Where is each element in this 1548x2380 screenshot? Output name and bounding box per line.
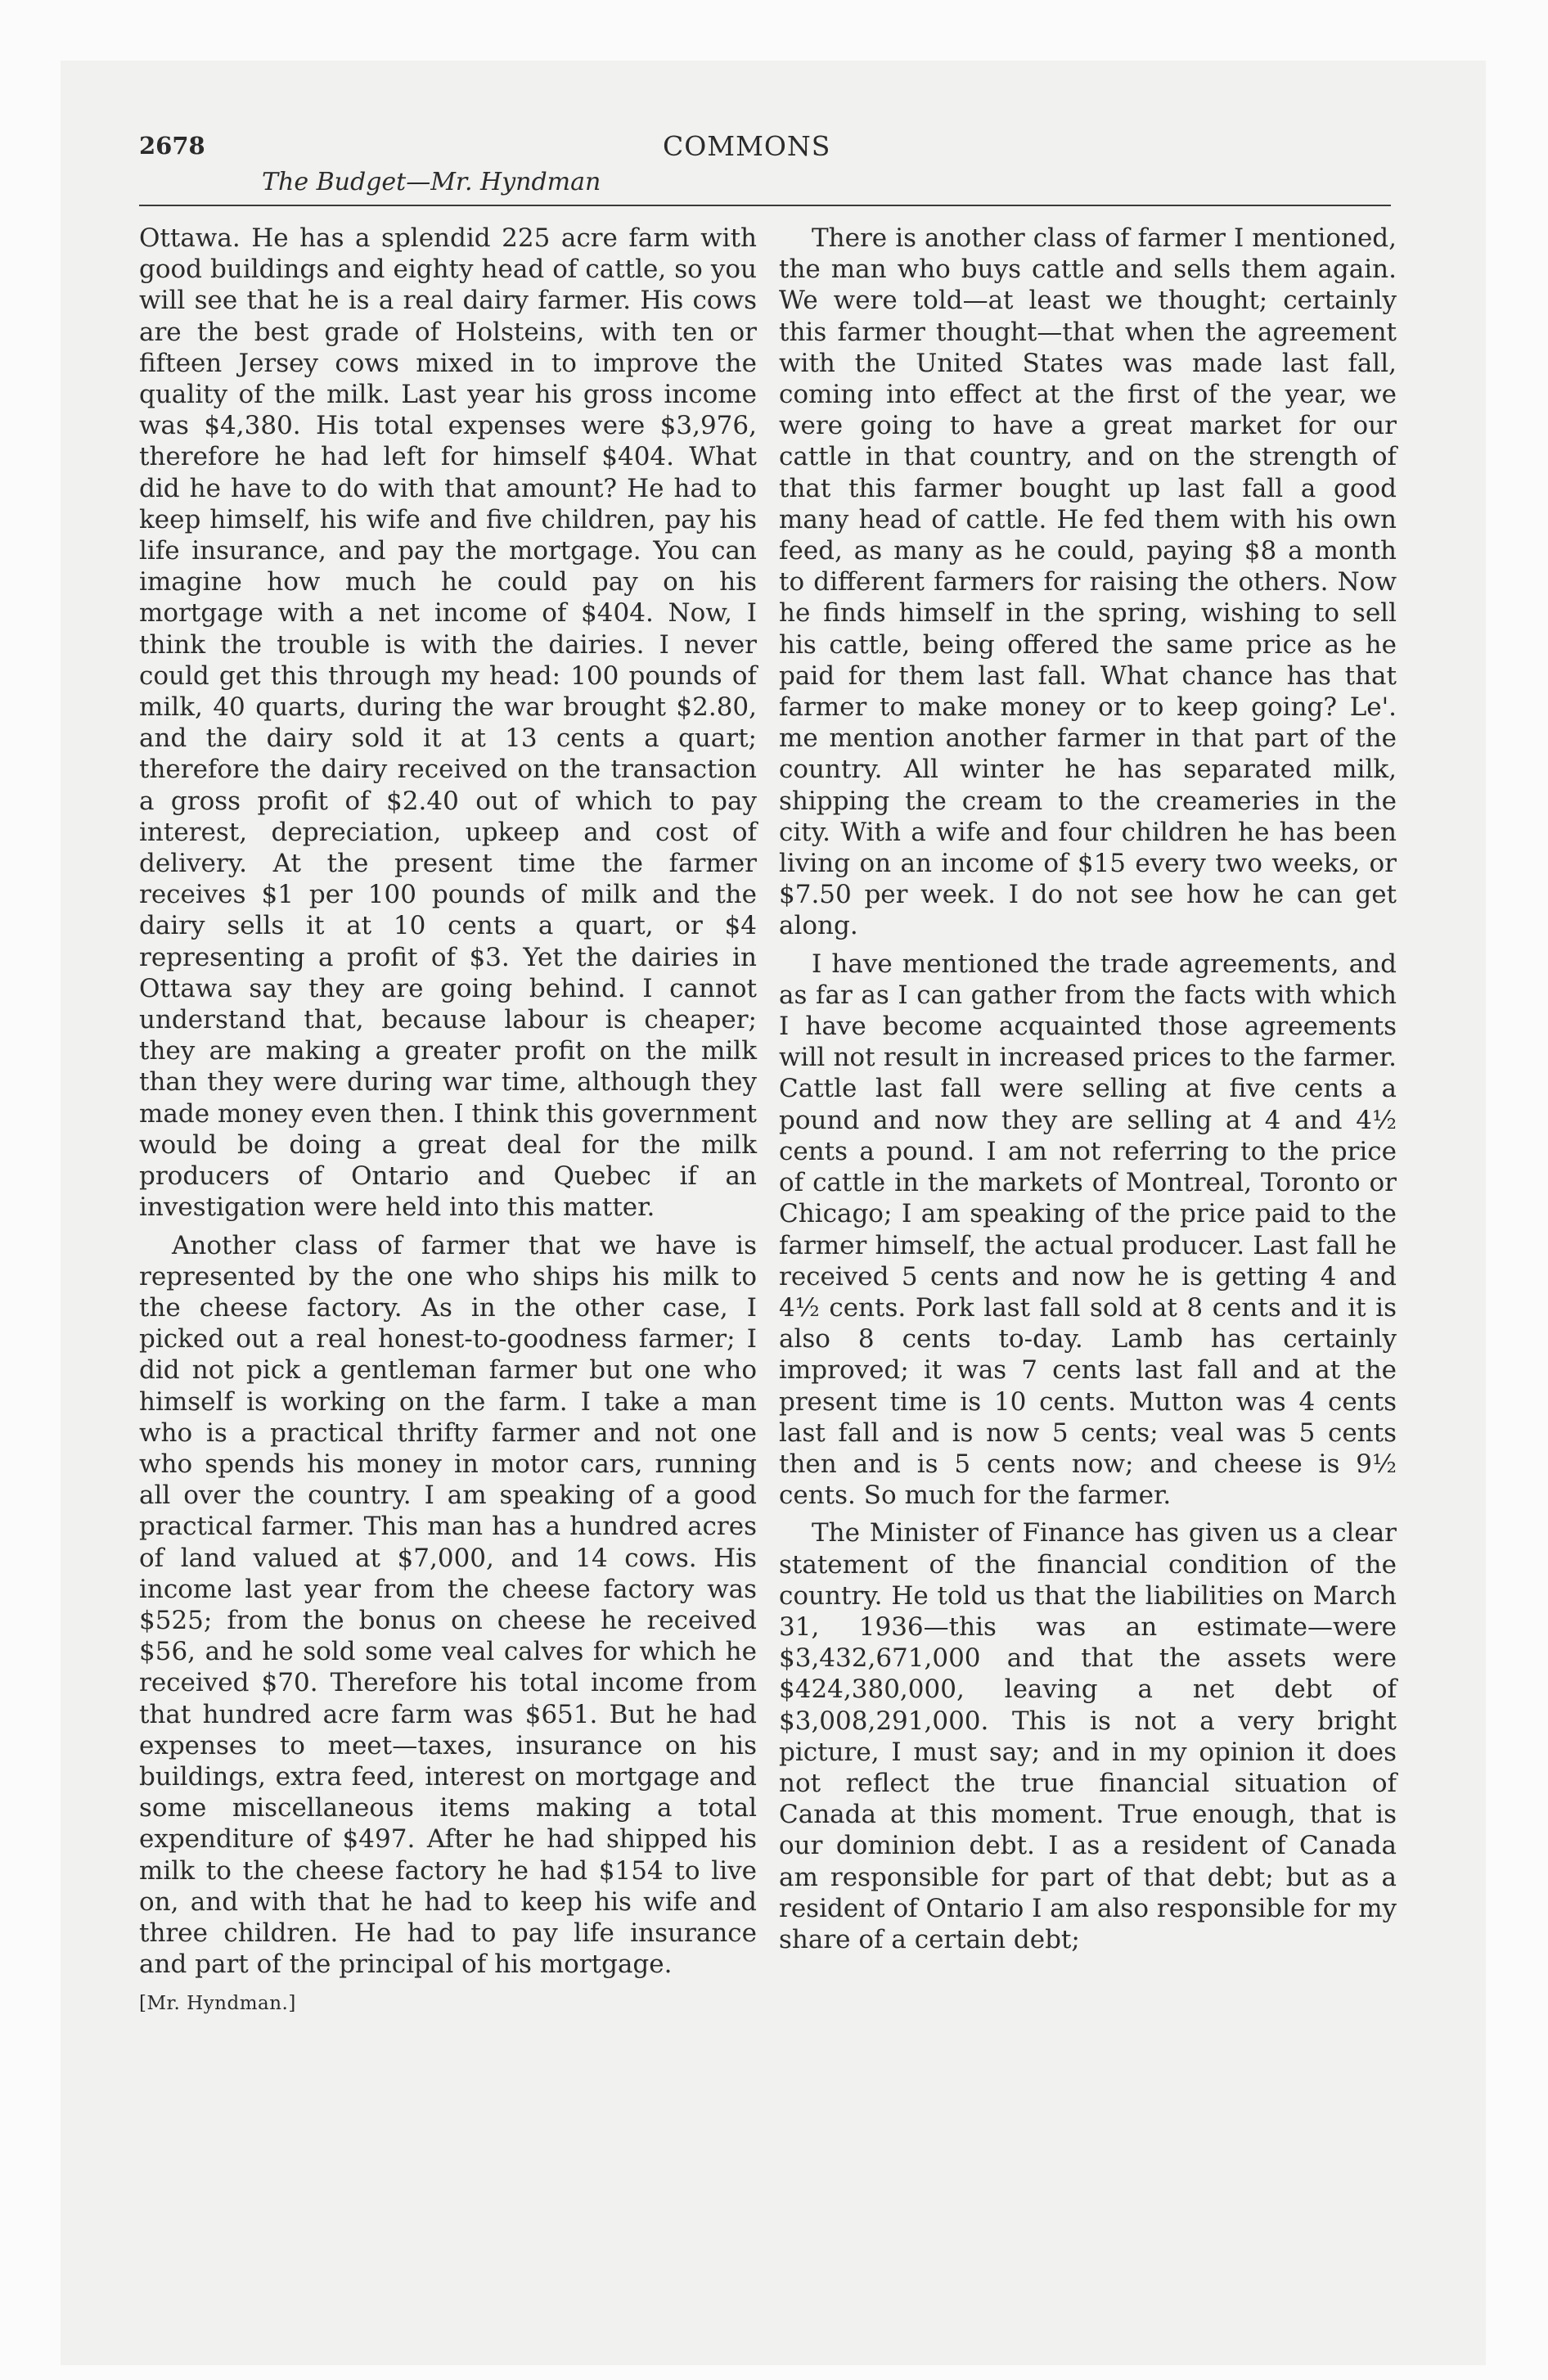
left-column	[139, 223, 757, 2020]
paragraph: There is another class of farmer I mentioned, the man who buys cattle and sells them again. We were told—at least we thought; certainly this farmer thought—that when the agreement with the United States was made last fall, coming into effect at the first of the year, we were going to have a great market for our cattle in that country, and on the strength of that this farmer bought up last fall a good many head of cattle. He fed them with his own feed, as many as he could, paying $8 a month to different farmers for raising the others. Now he finds himself in the spring, wishing to sell his cattle, being offered the same price as he paid for them last fall. What chance has that farmer to make money or to keep going? Le'. me mention another farmer in that part of the country. All winter he has separated milk, shipping the cream to the creameries in the city. With a wife and four children he has been living on an income of $15 every two weeks, or $7.50 per week. I do not see how he can get along.	[779, 223, 1397, 941]
page-header	[139, 127, 1391, 209]
page-number: 2678	[139, 132, 205, 160]
running-title: The Budget—Mr. Hyndman	[262, 168, 601, 196]
paragraph: Ottawa. He has a splendid 225 acre farm with good buildings and eighty head of cattle, so you will see that he is a real dairy farmer. His cows are the best grade of Holsteins, with ten or fifteen Jersey cows mixed in to improve the quality of the milk. Last year his gross income was $4,380. His total expenses were $3,976, therefore he had left for himself $404. What did he have to do with that amount? He had to keep himself, his wife and five children, pay his life insurance, and pay the mortgage. You can imagine how much he could pay on his mortgage with a net income of $404. Now, I think the trouble is with the dairies. I never could get this through my head: 100 pounds of milk, 40 quarts, during the war brought $2.80, and the dairy sold it at 13 cents a quart; therefore the dairy received on the transaction a gross profit of $2.40 out of which to pay interest, depreciation, upkeep and cost of delivery. At the present time the farmer receives $1 per 100 pounds of milk and the dairy sells it at 10 cents a quart, or $4 representing a profit of $3. Yet the dairies in Ottawa say they are going behind. I cannot understand that, because labour is cheaper; they are making a greater profit on the milk than they were during war time, although they made money even then. I think this government would be doing a great deal for the milk producers of Ontario and Quebec if an investigation were held into this matter.	[139, 223, 757, 1223]
paragraph: The Minister of Finance has given us a clear statement of the financial condition of the country. He told us that the liabilities on March 31, 1936—this was an estimate—were $3,432,671,000 and that the assets were $424,380,000, leaving a net debt of $3,008,291,000. This is not a very bright picture, I must say; and in my opinion it does not reflect the true financial situation of Canada at this moment. True enough, that is our dominion debt. I as a resident of Canada am responsible for part of that debt; but as a resident of Ontario I am also responsible for my share of a certain debt;	[779, 1518, 1397, 1954]
speaker-attribution: [Mr. Hyndman.]	[139, 1993, 296, 2015]
header-rule	[139, 205, 1391, 206]
paragraph: Another class of farmer that we have is represented by the one who ships his milk to the cheese factory. As in the other case, I picked out a real honest-to-goodness farmer; I did not pick a gentleman farmer but one who himself is working on the farm. I take a man who is a practical thrifty farmer and not one who spends his money in motor cars, running all over the country. I am speaking of a good practical farmer. This man has a hundred acres of land valued at $7,000, and 14 cows. His income last year from the cheese factory was $525; from the bonus on cheese he received $56, and he sold some veal calves for which he received $70. Therefore his total income from that hundred acre farm was $651. But he had expenses to meet—taxes, insurance on his buildings, extra feed, interest on mortgage and some miscellaneous items making a total expenditure of $497. After he had shipped his milk to the cheese factory he had $154 to live on, and with that he had to keep his wife and three children. He had to pay life insurance and part of the principal of his mortgage.	[139, 1230, 757, 1980]
paragraph: I have mentioned the trade agreements, and as far as I can gather from the facts with which I have become acquainted those agreements will not result in increased prices to the farmer. Cattle last fall were selling at five cents a pound and now they are selling at 4 and 4½ cents a pound. I am not referring to the price of cattle in the markets of Montreal, Toronto or Chicago; I am speaking of the price paid to the farmer himself, the actual producer. Last fall he received 5 cents and now he is getting 4 and 4½ cents. Pork last fall sold at 8 cents and it is also 8 cents to-day. Lamb has certainly improved; it was 7 cents last fall and at the present time is 10 cents. Mutton was 4 cents last fall and is now 5 cents; veal was 5 cents then and is 5 cents now; and cheese is 9½ cents. So much for the farmer.	[779, 949, 1397, 1511]
right-column	[779, 223, 1397, 1962]
section-name: COMMONS	[663, 130, 831, 162]
